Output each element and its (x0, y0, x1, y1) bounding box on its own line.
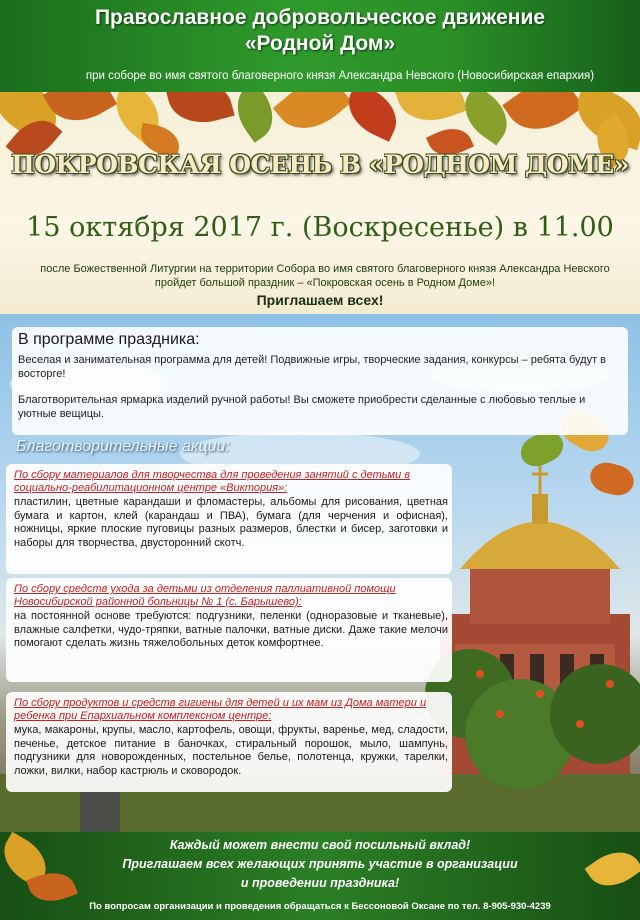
leaf-icon (394, 92, 467, 131)
charity-card-body: мука, макароны, крупы, масло, картофель, овощи, фрукты, варенье, мед, сладости, печенье, детское питание в баночках, стиральный порошок, мыло, шампунь, подгузники для новорожденных, постельное белье, полотенца, кружки, тарелки, ложки, вилки, набор кастрюль и сковородок. (14, 724, 448, 777)
charity-card-body: на постоянной основе требуются: подгузники, пеленки (одноразовые и тканевые), влажные салфетки, чудо-тряпки, ватные палочки, ватные диски. Даже такие мелочи помогают сделать жизнь тяжелобольных деток комфортнее. (14, 610, 448, 649)
program-item-kids: Веселая и занимательная программа для детей! Подвижные игры, творческие задания, конкурсы – ребята будут в восторге! (18, 354, 607, 380)
charity-card-heading: По сбору продуктов и средств гигиены для детей и их мам из Дома матери и ребенка при Епархиальном комплексном центре: (14, 697, 427, 722)
charity-card-heading: По сбору средств ухода за детьми из отделения паллиативной помощи Новосибирской районной больницы № 1 (с. Барышево): (14, 583, 396, 608)
event-description (20, 262, 630, 290)
header-banner (0, 0, 640, 92)
event-title: ПОКРОВСКАЯ ОСЕНЬ В «РОДНОМ ДОМЕ» (11, 150, 629, 179)
charity-card-food-hygiene (6, 692, 452, 792)
leaf-icon (226, 92, 284, 143)
charity-card-child-care (6, 578, 452, 682)
leaf-icon (502, 92, 584, 145)
org-title-line2: «Родной Дом» (244, 32, 396, 55)
leaf-icon (165, 92, 234, 131)
charity-card-body: пластилин, цветные карандаши и фломастеры, альбомы для рисования, цветная бумага и картон, клей (карандаш и ПВА), бумага (для черчения и офисная), ножницы, яркие плоские пуговицы разных размеров, блестки и бисер, заготовки и наборы для творчества, двусторонний скотч. (14, 496, 448, 549)
event-description-line1: после Божественной Литургии на территории Собора во имя святого благоверного князя Александра Невского (40, 263, 610, 275)
leaf-icon (339, 92, 406, 142)
invite-text: Приглашаем всех! (256, 292, 384, 308)
program-title: В программе праздника: (18, 331, 200, 348)
footer-line1: Каждый может внести свой посильный вклад! (169, 838, 471, 852)
event-description-line2: пройдет большой праздник – «Покровская осень в Родном Доме»! (154, 277, 496, 289)
charity-card-art-supplies (6, 464, 452, 574)
footer-line3: и проведении праздника! (240, 876, 400, 890)
footer-line2: Приглашаем всех желающих принять участие в организации (122, 857, 518, 871)
event-date: 15 октября 2017 г. (Воскресенье) в 11.00 (26, 212, 614, 243)
contact-info: По вопросам организации и проведения обращаться к Бессоновой Оксане по тел. 8-905-930-4239 (89, 901, 551, 912)
charity-card-heading: По сбору материалов для творчества для проведения занятий с детьми в социально-реабилитационном центре «Виктория»: (14, 469, 411, 494)
leaf-icon (273, 92, 352, 144)
org-subtitle: при соборе во имя святого благоверного князя Александра Невского (Новосибирская епархия) (85, 70, 595, 82)
program-box (12, 327, 628, 435)
charity-title: Благотворительные акции: (16, 438, 230, 455)
org-title-line1: Православное добровольческое движение (94, 6, 546, 29)
program-item-fair: Благотворительная ярмарка изделий ручной работы! Вы сможете приобрести сделанные с любовью теплые и уютные вещицы. (18, 394, 586, 420)
